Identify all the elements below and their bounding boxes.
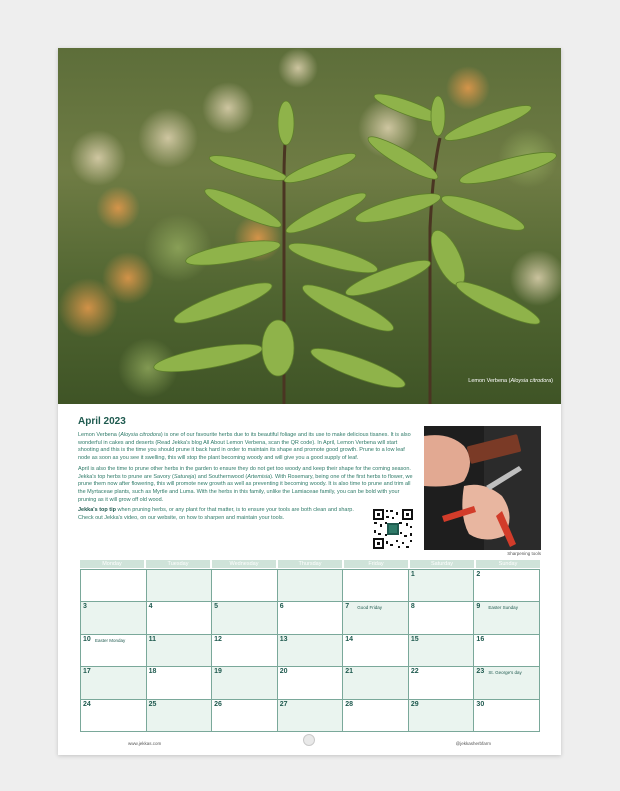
day-cell: [147, 602, 213, 634]
day-number: 27: [279, 700, 288, 708]
day-cell: [474, 700, 540, 732]
day-cell: [81, 635, 147, 667]
day-number: 10: [83, 635, 91, 643]
day-cell: [409, 602, 475, 634]
top-tip: [78, 507, 416, 522]
day-number: 13: [279, 635, 288, 643]
day-cell: [278, 570, 344, 602]
day-number: 23: [476, 668, 485, 676]
day-number: 9: [476, 603, 481, 611]
day-cell: [81, 667, 147, 699]
day-number: 17: [83, 668, 91, 676]
p1-latin: Aloysia citrodora: [120, 432, 161, 438]
qr-code[interactable]: [372, 508, 414, 550]
day-cell: [343, 700, 409, 732]
weekday-monday: Monday: [80, 560, 144, 568]
photo-illustration: [58, 48, 561, 404]
article-text: [78, 432, 416, 526]
caption-prefix: Lemon Verbena (: [468, 378, 511, 384]
weekday-wednesday: Wednesday: [212, 560, 276, 568]
weekday-sunday: Sunday: [476, 560, 540, 568]
day-cell: [278, 602, 344, 634]
day-cell: [147, 635, 213, 667]
day-cell: [147, 570, 213, 602]
day-number: 6: [279, 603, 284, 611]
day-number: 15: [410, 635, 419, 643]
p2-text-a: April is also the time to prune other herbs in the garden to ensure they do not get too woody and keep their shape for the coming season. Jekka's top herbs to prune are Savory (: [78, 465, 411, 480]
day-cell: [278, 700, 344, 732]
p2-latin-2: Artemisia: [247, 473, 271, 480]
day-cell: [212, 667, 278, 699]
day-event: Easter Sunday: [488, 605, 518, 611]
day-cell: [147, 700, 213, 732]
inset-illustration: [424, 426, 541, 550]
day-event: St. George's day: [488, 670, 522, 676]
day-number: 2: [476, 571, 481, 578]
day-number: 8: [410, 603, 415, 611]
footer-website[interactable]: www.jekkas.com: [128, 741, 162, 746]
p2-latin-1: Satureja: [173, 473, 195, 480]
day-cell: [278, 635, 344, 667]
day-number: 24: [83, 700, 91, 708]
day-cell: [474, 635, 540, 667]
day-cell: [343, 635, 409, 667]
day-cell: [409, 700, 475, 732]
p1-text-b: ) is one of our favourite herbs due to its beautiful foliage and its use to make delicious tisanes. It is also wonderful in cakes and deserts (Read Jekka's blog All About Lemon Verbena, scan the QR code). In April, Lemon Verbena will start shooting and this is the time you should prune it back hard in order to maintain its shape and promote good growth. Prune to a low leaf node as soon as you see it swelling, this will stop the plant becoming woody and will give you a good supply of leaf.: [78, 432, 411, 462]
day-number: 21: [345, 668, 354, 676]
weekday-tuesday: Tuesday: [146, 560, 210, 568]
weekday-saturday: Saturday: [410, 560, 474, 568]
day-cell: [474, 667, 540, 699]
day-cell: [278, 667, 344, 699]
p2-text-b: ) and Southernwood (: [194, 473, 248, 480]
day-number: 19: [214, 668, 222, 676]
day-number: 12: [214, 635, 222, 643]
day-number: 7: [345, 603, 350, 611]
weekday-thursday: Thursday: [278, 560, 342, 568]
day-number: 25: [148, 700, 157, 708]
day-cell: [409, 570, 475, 602]
day-number: 26: [214, 700, 222, 708]
day-cell: [81, 570, 147, 602]
footer-social-handle[interactable]: @jekkasherbfarm: [455, 741, 491, 746]
tip-heading: Jekka's top tip: [78, 507, 116, 514]
calendar-grid: [80, 560, 540, 732]
day-number: 29: [410, 700, 419, 708]
tip-text: when pruning herbs, or any plant for that matter, is to ensure your tools are both clean and sharp. Check out Jekka's video, on our website, on how to sharpen and maintain your tools.: [78, 507, 354, 522]
day-cell: [409, 667, 475, 699]
day-grid: [80, 569, 540, 732]
day-number: 28: [345, 700, 354, 708]
qr-code-icon: [372, 508, 414, 550]
day-cell: [474, 602, 540, 634]
day-number: 11: [148, 635, 156, 643]
p1-text-a: Lemon Verbena (: [78, 432, 121, 438]
caption-suffix: ): [551, 378, 553, 384]
day-number: 4: [148, 603, 153, 611]
day-cell: [343, 570, 409, 602]
day-event: Good Friday: [357, 605, 383, 611]
day-number: 22: [410, 668, 419, 676]
day-cell: [147, 667, 213, 699]
day-cell: [81, 700, 147, 732]
day-cell: [212, 635, 278, 667]
lemon-verbena-photo: [58, 48, 561, 404]
day-number: 18: [148, 668, 157, 676]
day-number: 3: [83, 603, 87, 611]
caption-latin-name: Aloysia citrodora: [510, 378, 552, 384]
day-cell: [212, 602, 278, 634]
sharpening-tools-photo: [424, 426, 541, 550]
weekday-friday: Friday: [344, 560, 408, 568]
day-number: 30: [476, 700, 485, 708]
month-title: April 2023: [78, 416, 126, 427]
day-cell: [343, 602, 409, 634]
day-cell: [212, 700, 278, 732]
day-number: 5: [214, 603, 219, 611]
photo-caption: [468, 378, 553, 384]
day-number: 14: [345, 635, 354, 643]
weekday-header-row: [80, 560, 540, 568]
day-event: Easter Monday: [95, 637, 126, 643]
day-cell: [212, 570, 278, 602]
day-number: 1: [410, 571, 415, 578]
day-number: 20: [279, 668, 288, 676]
paragraph-2: [78, 466, 416, 505]
day-cell: [474, 570, 540, 602]
inset-caption: Sharpening tools: [507, 551, 541, 556]
p2-text-c: ). With Rosemary, being one of the first herbs to flower, we prune them now after flowering, this will promote new growth as well as preventing it becoming woody. It is also time to prune and trim all the Myrtaceae plants, such as Myrtle and Luma. With the herbs in this family, unlike the Lamiaceae family, you can be bold with your pruning as it will grow off old wood.: [78, 473, 413, 503]
day-number: 16: [476, 635, 485, 643]
paragraph-1: [78, 432, 416, 463]
day-cell: [343, 667, 409, 699]
day-cell: [409, 635, 475, 667]
calendar-page: [58, 48, 561, 755]
day-cell: [81, 602, 147, 634]
hanging-hole-bottom: [303, 734, 315, 746]
